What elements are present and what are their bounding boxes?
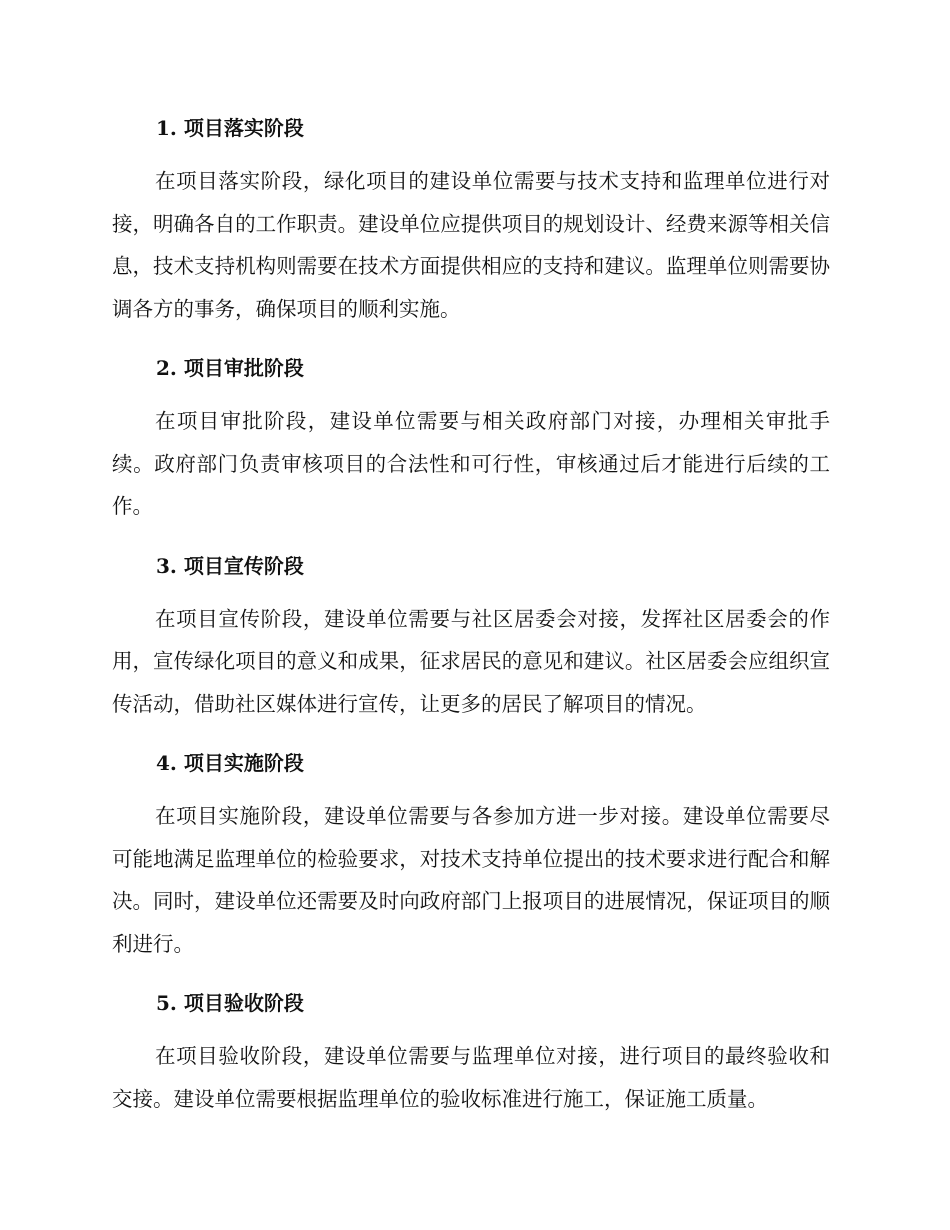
section-3-heading: 3. 项目宣传阶段 (156, 553, 304, 578)
section-4-heading: 4. 项目实施阶段 (156, 751, 304, 775)
section-3-paragraph: 在项目宣传阶段，建设单位需要与社区居委会对接，发挥社区居委会的作用，宣传绿化项目的意义和成果，征求居民的意见和建议。社区居委会应组织宣传活动，借助社区媒体进行宣传，让更多的居民了解项目的情况。 (112, 606, 830, 716)
section-4-paragraph: 在项目实施阶段，建设单位需要与各参加方进一步对接。建设单位需要尽可能地满足监理单位的检验要求，对技术支持单位提出的技术要求进行配合和解决。同时，建设单位还需要及时向政府部门上报项目的进展情况，保证项目的顺利进行。 (112, 804, 830, 956)
section-1-paragraph: 在项目落实阶段，绿化项目的建设单位需要与技术支持和监理单位进行对接，明确各自的工作职责。建设单位应提供项目的规划设计、经费来源等相关信息，技术支持机构则需要在技术方面提供相应的支持和建议。监理单位则需要协调各方的事务，确保项目的顺利实施。 (112, 169, 830, 321)
section-5-paragraph: 在项目验收阶段，建设单位需要与监理单位对接，进行项目的最终验收和交接。建设单位需要根据监理单位的验收标准进行施工，保证施工质量。 (112, 1044, 830, 1111)
section-1-heading: 1. 项目落实阶段 (156, 116, 304, 140)
section-2-heading: 2. 项目审批阶段 (156, 356, 304, 380)
document-body (112, 108, 830, 1138)
section-2-paragraph: 在项目审批阶段，建设单位需要与相关政府部门对接，办理相关审批手续。政府部门负责审核项目的合法性和可行性，审核通过后才能进行后续的工作。 (112, 409, 830, 518)
section-5-heading: 5. 项目验收阶段 (156, 991, 304, 1015)
